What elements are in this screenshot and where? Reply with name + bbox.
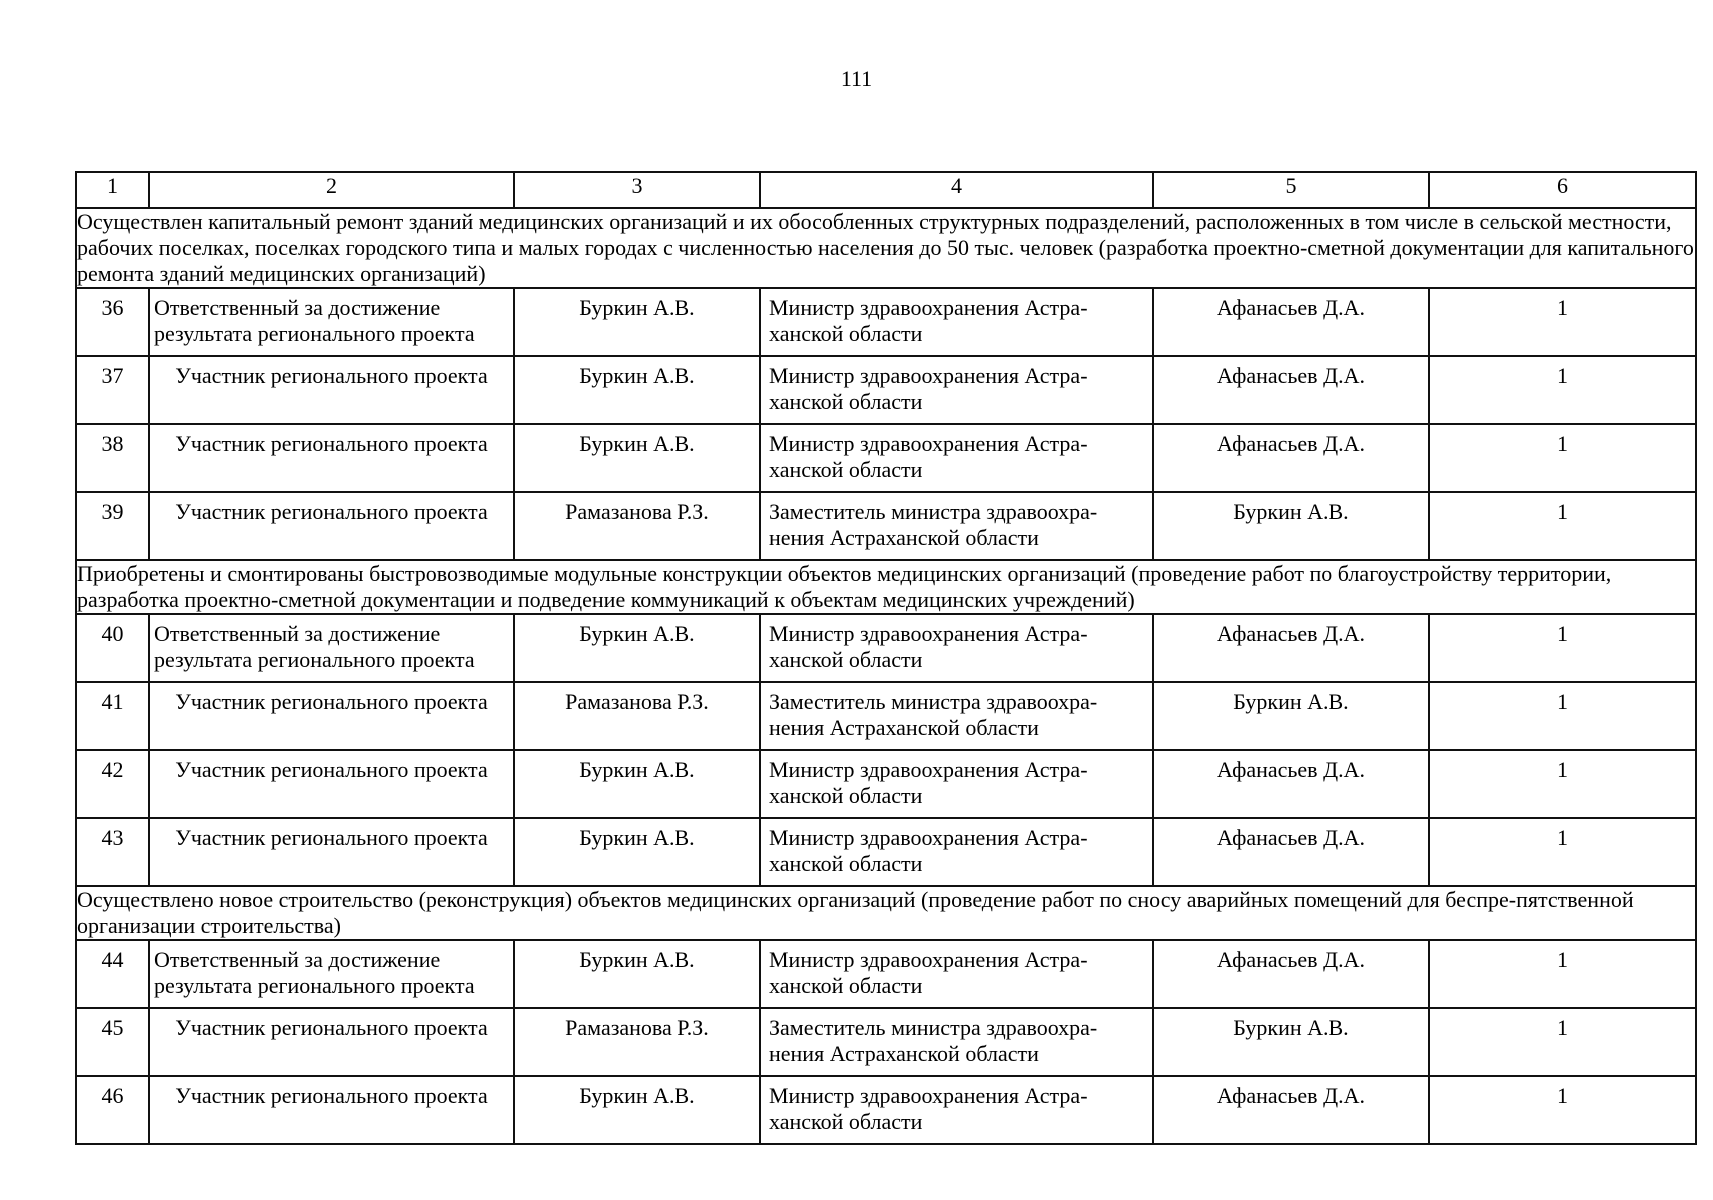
column-header: 6 bbox=[1429, 172, 1696, 208]
row-number: 36 bbox=[76, 288, 149, 356]
section-title: Приобретены и смонтированы быстровозводимые модульные конструкции объектов медицинских организаций (проведение работ по благоустройству территории, разработка проектно-сметной документации и подведение коммуникаций к объектам медицинских учреждений) bbox=[76, 560, 1696, 614]
section-title: Осуществлен капитальный ремонт зданий медицинских организаций и их обособленных структурных подразделений, расположенных в том числе в сельской местности, рабочих поселках, поселках городского типа и малых городах с численностью населения до 50 тыс. человек (разработка проектно-сметной документации для капитального ремонта зданий медицинских организаций) bbox=[76, 208, 1696, 288]
table-row bbox=[76, 818, 1696, 886]
position-cell: Министр здравоохранения Астра-ханской области bbox=[760, 288, 1153, 356]
role-cell: Участник регионального проекта bbox=[149, 492, 514, 560]
table-row bbox=[76, 492, 1696, 560]
person-cell: Буркин А.В. bbox=[514, 750, 760, 818]
row-number: 39 bbox=[76, 492, 149, 560]
page-number: 111 bbox=[840, 66, 873, 91]
count-cell: 1 bbox=[1429, 492, 1696, 560]
role-cell: Участник регионального проекта bbox=[149, 750, 514, 818]
count-cell: 1 bbox=[1429, 424, 1696, 492]
count-cell: 1 bbox=[1429, 750, 1696, 818]
section-row bbox=[76, 560, 1696, 614]
role-cell: Ответственный за достижение результата регионального проекта bbox=[149, 614, 514, 682]
count-cell: 1 bbox=[1429, 682, 1696, 750]
person-cell: Рамазанова Р.З. bbox=[514, 1008, 760, 1076]
supervisor-cell: Афанасьев Д.А. bbox=[1153, 424, 1429, 492]
role-cell: Ответственный за достижение результата регионального проекта bbox=[149, 288, 514, 356]
supervisor-cell: Афанасьев Д.А. bbox=[1153, 818, 1429, 886]
column-header: 4 bbox=[760, 172, 1153, 208]
role-cell: Участник регионального проекта bbox=[149, 1008, 514, 1076]
person-cell: Буркин А.В. bbox=[514, 940, 760, 1008]
row-number: 45 bbox=[76, 1008, 149, 1076]
row-number: 44 bbox=[76, 940, 149, 1008]
table-row bbox=[76, 1076, 1696, 1144]
supervisor-cell: Афанасьев Д.А. bbox=[1153, 614, 1429, 682]
row-number: 40 bbox=[76, 614, 149, 682]
row-number: 41 bbox=[76, 682, 149, 750]
position-cell: Заместитель министра здравоохра-нения Астраханской области bbox=[760, 682, 1153, 750]
person-cell: Буркин А.В. bbox=[514, 818, 760, 886]
table-row bbox=[76, 288, 1696, 356]
person-cell: Рамазанова Р.З. bbox=[514, 682, 760, 750]
person-cell: Буркин А.В. bbox=[514, 614, 760, 682]
role-cell: Участник регионального проекта bbox=[149, 356, 514, 424]
role-cell: Участник регионального проекта bbox=[149, 818, 514, 886]
table-row bbox=[76, 424, 1696, 492]
table-row bbox=[76, 614, 1696, 682]
count-cell: 1 bbox=[1429, 614, 1696, 682]
supervisor-cell: Афанасьев Д.А. bbox=[1153, 750, 1429, 818]
column-header: 1 bbox=[76, 172, 149, 208]
count-cell: 1 bbox=[1429, 1008, 1696, 1076]
role-cell: Участник регионального проекта bbox=[149, 424, 514, 492]
person-cell: Рамазанова Р.З. bbox=[514, 492, 760, 560]
position-cell: Министр здравоохранения Астра-ханской области bbox=[760, 614, 1153, 682]
row-number: 46 bbox=[76, 1076, 149, 1144]
section-title: Осуществлено новое строительство (реконструкция) объектов медицинских организаций (проведение работ по сносу аварийных помещений для беспре-пятственной организации строительства) bbox=[76, 886, 1696, 940]
section-row bbox=[76, 886, 1696, 940]
supervisor-cell: Буркин А.В. bbox=[1153, 682, 1429, 750]
count-cell: 1 bbox=[1429, 940, 1696, 1008]
table-row bbox=[76, 682, 1696, 750]
table-row bbox=[76, 1008, 1696, 1076]
person-cell: Буркин А.В. bbox=[514, 288, 760, 356]
table-row bbox=[76, 750, 1696, 818]
role-cell: Участник регионального проекта bbox=[149, 682, 514, 750]
role-cell: Участник регионального проекта bbox=[149, 1076, 514, 1144]
table-row bbox=[76, 356, 1696, 424]
supervisor-cell: Буркин А.В. bbox=[1153, 492, 1429, 560]
count-cell: 1 bbox=[1429, 288, 1696, 356]
row-number: 37 bbox=[76, 356, 149, 424]
position-cell: Министр здравоохранения Астра-ханской области bbox=[760, 818, 1153, 886]
position-cell: Министр здравоохранения Астра-ханской области bbox=[760, 940, 1153, 1008]
role-cell: Ответственный за достижение результата регионального проекта bbox=[149, 940, 514, 1008]
count-cell: 1 bbox=[1429, 818, 1696, 886]
supervisor-cell: Афанасьев Д.А. bbox=[1153, 356, 1429, 424]
count-cell: 1 bbox=[1429, 1076, 1696, 1144]
header-row bbox=[76, 172, 1696, 208]
supervisor-cell: Афанасьев Д.А. bbox=[1153, 1076, 1429, 1144]
position-cell: Министр здравоохранения Астра-ханской области bbox=[760, 356, 1153, 424]
person-cell: Буркин А.В. bbox=[514, 356, 760, 424]
position-cell: Министр здравоохранения Астра-ханской области bbox=[760, 424, 1153, 492]
column-header: 3 bbox=[514, 172, 760, 208]
table-row bbox=[76, 940, 1696, 1008]
position-cell: Заместитель министра здравоохра-нения Астраханской области bbox=[760, 492, 1153, 560]
responsibility-table bbox=[75, 171, 1697, 1145]
supervisor-cell: Афанасьев Д.А. bbox=[1153, 940, 1429, 1008]
row-number: 43 bbox=[76, 818, 149, 886]
person-cell: Буркин А.В. bbox=[514, 1076, 760, 1144]
row-number: 42 bbox=[76, 750, 149, 818]
column-header: 5 bbox=[1153, 172, 1429, 208]
count-cell: 1 bbox=[1429, 356, 1696, 424]
position-cell: Министр здравоохранения Астра-ханской области bbox=[760, 750, 1153, 818]
supervisor-cell: Афанасьев Д.А. bbox=[1153, 288, 1429, 356]
supervisor-cell: Буркин А.В. bbox=[1153, 1008, 1429, 1076]
position-cell: Заместитель министра здравоохра-нения Астраханской области bbox=[760, 1008, 1153, 1076]
section-row bbox=[76, 208, 1696, 288]
column-header: 2 bbox=[149, 172, 514, 208]
person-cell: Буркин А.В. bbox=[514, 424, 760, 492]
position-cell: Министр здравоохранения Астра-ханской области bbox=[760, 1076, 1153, 1144]
row-number: 38 bbox=[76, 424, 149, 492]
